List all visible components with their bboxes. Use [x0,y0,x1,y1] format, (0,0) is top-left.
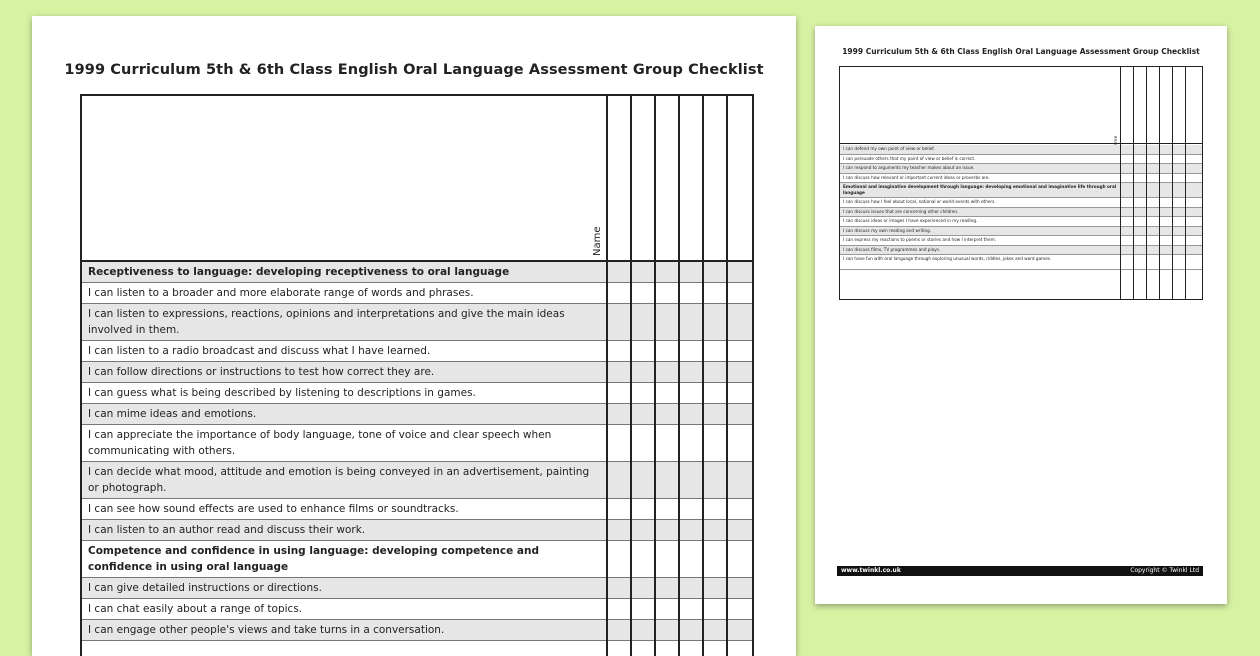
header-divider [82,260,752,262]
checklist-title: 1999 Curriculum 5th & 6th Class English Oral Language Assessment Group Checklist [64,62,764,78]
column-divider [1159,67,1160,299]
checklist-row: I can listen to a radio broadcast and discuss what I have learned. [82,341,606,362]
column-divider [654,96,656,656]
checklist-row: I can have fun with oral language through exploring unusual words, riddles, jokes and word games. [840,255,1120,270]
column-divider [702,96,704,656]
checklist-row: I can discuss ideas or images I have experienced in my reading. [840,217,1120,227]
footer-site: www.twinkl.co.uk [841,567,901,574]
checklist-row: I can defend my own point of view or belief. [840,145,1120,155]
footer-copyright: Copyright © Twinkl Ltd [1130,567,1199,574]
column-divider [1133,67,1134,299]
checklist-row: I can give detailed instructions or directions. [82,578,606,599]
section-heading: Emotional and imaginative development through language: developing emotional and imaginative life through oral language [840,183,1120,198]
checklist-row: I can discuss films, TV programmes and plays. [840,246,1120,256]
column-divider [678,96,680,656]
column-divider [1185,67,1186,299]
section-heading: Receptiveness to language: developing receptiveness to oral language [82,262,606,283]
checklist-row: I can discuss my own reading and writing. [840,227,1120,237]
section-heading: Competence and confidence in using language: developing competence and confidence in using oral language [82,541,606,578]
checklist-row: I can listen to a broader and more elaborate range of words and phrases. [82,283,606,304]
checklist-row: I can see how sound effects are used to enhance films or soundtracks. [82,499,606,520]
checklist-row: I can follow directions or instructions to test how correct they are. [82,362,606,383]
page-footer [837,566,1203,576]
checklist-grid-small [839,66,1203,300]
checklist-row: I can decide what mood, attitude and emotion is being conveyed in an advertisement, painting or photograph. [82,462,606,499]
checklist-row: I can mime ideas and emotions. [82,404,606,425]
checklist-title-small: 1999 Curriculum 5th & 6th Class English Oral Language Assessment Group Checklist [842,47,1200,56]
header-divider [840,143,1202,144]
checklist-page-small [815,26,1227,604]
checklist-row: I can persuade others that my point of view or belief is correct. [840,155,1120,165]
checklist-row: I can listen to an author read and discuss their work. [82,520,606,541]
name-column-label: Name [592,226,603,256]
checklist-row: I can express my reactions to poems or stories and how I interpret them. [840,236,1120,246]
checklist-row: I can discuss issues that are concerning other children. [840,208,1120,218]
column-divider [1120,67,1121,299]
checklist-page-large [32,16,796,656]
checklist-row: I can discuss how relevant or important current ideas or proverbs are. [840,174,1120,184]
checklist-row: I can discuss how I feel about local, national or world events with others. [840,198,1120,208]
checklist-row: I can listen to expressions, reactions, opinions and interpretations and give the main ideas involved in them. [82,304,606,341]
checklist-row: I can respond to arguments my teacher makes about an issue. [840,164,1120,174]
checklist-row: I can guess what is being described by listening to descriptions in games. [82,383,606,404]
checklist-row: I can engage other people's views and take turns in a conversation. [82,620,606,641]
column-divider [1146,67,1147,299]
checklist-grid [80,94,754,656]
checklist-row: I can appreciate the importance of body language, tone of voice and clear speech when communicating with others. [82,425,606,462]
column-divider [1172,67,1173,299]
checklist-row: I can chat easily about a range of topics. [82,599,606,620]
column-divider [630,96,632,656]
column-divider [726,96,728,656]
column-divider [606,96,608,656]
